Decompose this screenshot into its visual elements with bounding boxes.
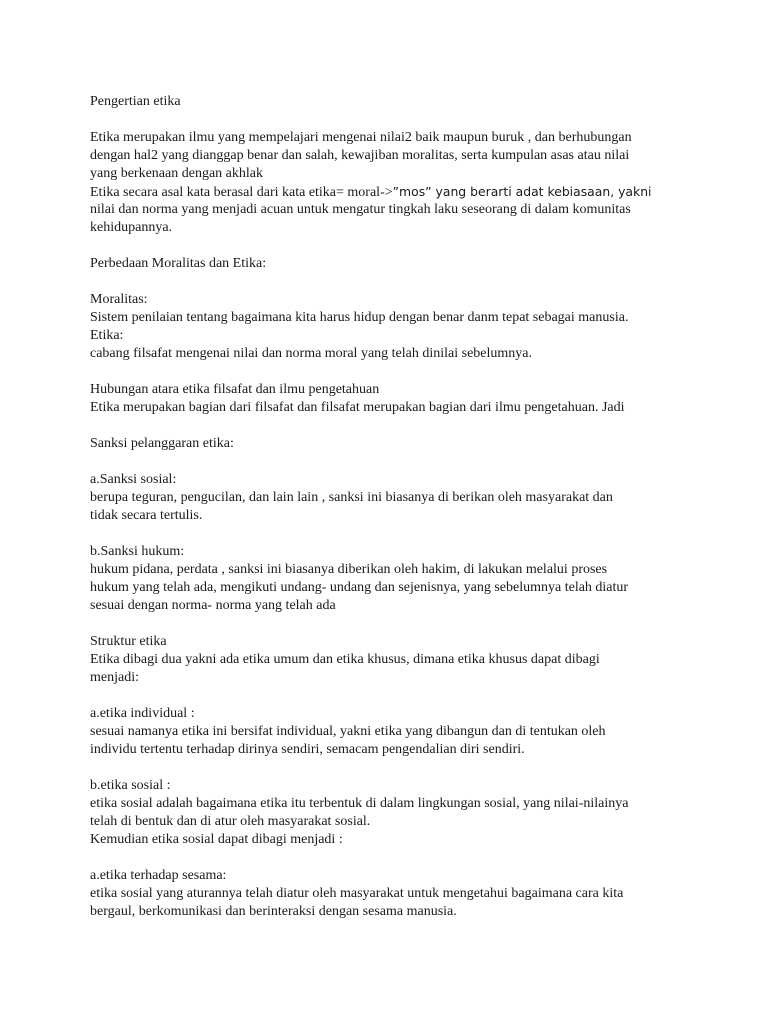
text-line-content: bergaul, berkomunikasi dan berinteraksi dengan sesama manusia. [90, 904, 457, 919]
text-line-content: hukum yang telah ada, mengikuti undang- undang dan sejenisnya, yang sebelumnya telah diatur [90, 580, 629, 595]
text-line-content: telah di bentuk dan di atur oleh masyarakat sosial. [90, 814, 371, 829]
text-line-content: nilai dan norma yang menjadi acuan untuk mengatur tingkah laku seseorang di dalam komunitas [90, 202, 631, 217]
text-line-content: dengan hal2 yang dianggap benar dan salah, kewajiban moralitas, serta kumpulan asas atau nilai [90, 148, 630, 163]
text-line [90, 435, 690, 453]
text-line-content: b.etika sosial : [90, 778, 171, 793]
text-line-content: individu tertentu terhadap dirinya sendiri, semacam pengendalian diri sendiri. [90, 742, 525, 757]
text-line [90, 903, 690, 921]
blank-line [90, 849, 690, 867]
text-line [90, 183, 690, 201]
text-line [90, 669, 690, 687]
text-line [90, 795, 690, 813]
text-line-content: Kemudian etika sosial dapat dibagi menjadi : [90, 832, 343, 847]
text-line [90, 633, 690, 651]
text-line-content: Pengertian etika [90, 94, 181, 109]
text-line [90, 201, 690, 219]
text-line [90, 597, 690, 615]
text-line-content: Etika dibagi dua yakni ada etika umum dan etika khusus, dimana etika khusus dapat dibagi [90, 652, 600, 667]
blank-line [90, 417, 690, 435]
text-line [90, 93, 690, 111]
blank-line [90, 237, 690, 255]
text-line-content: Etika secara asal kata berasal dari kata etika= moral-> [90, 185, 393, 200]
text-line [90, 489, 690, 507]
text-line [90, 867, 690, 885]
text-line-content: Etika merupakan bagian dari filsafat dan filsafat merupakan bagian dari ilmu pengetahuan. Jadi [90, 400, 625, 415]
text-line-content: Hubungan atara etika filsafat dan ilmu pengetahuan [90, 382, 380, 397]
text-line-content: menjadi: [90, 670, 139, 685]
blank-line [90, 273, 690, 291]
text-line-content: etika sosial yang aturannya telah diatur oleh masyarakat untuk mengetahui bagaimana cara kita [90, 886, 624, 901]
text-line-content: cabang filsafat mengenai nilai dan norma moral yang telah dinilai sebelumnya. [90, 346, 533, 361]
text-line [90, 813, 690, 831]
text-line-content: a.etika terhadap sesama: [90, 868, 227, 883]
text-line-content: Struktur etika [90, 634, 167, 649]
text-line [90, 291, 690, 309]
text-line [90, 561, 690, 579]
blank-line [90, 453, 690, 471]
text-line [90, 381, 690, 399]
text-line [90, 309, 690, 327]
text-line [90, 165, 690, 183]
text-line [90, 579, 690, 597]
text-line [90, 741, 690, 759]
blank-line [90, 759, 690, 777]
text-line-content: sesuai dengan norma- norma yang telah ada [90, 598, 336, 613]
text-line-content: Sanksi pelanggaran etika: [90, 436, 234, 451]
text-line [90, 543, 690, 561]
text-line [90, 651, 690, 669]
text-line-content: a.Sanksi sosial: [90, 472, 177, 487]
text-line [90, 219, 690, 237]
text-line-content: Sistem penilaian tentang bagaimana kita harus hidup dengan benar danm tepat sebagai manusia. [90, 310, 629, 325]
text-line [90, 255, 690, 273]
text-line-content: sesuai namanya etika ini bersifat individual, yakni etika yang dibangun dan di tentukan oleh [90, 724, 606, 739]
blank-line [90, 363, 690, 381]
text-line [90, 831, 690, 849]
text-line-content: Etika: [90, 328, 124, 343]
text-line-content: tidak secara tertulis. [90, 508, 203, 523]
text-line-tail: ”mos” yang berarti adat kebiasaan, yakni [392, 184, 652, 199]
text-line-content: berupa teguran, pengucilan, dan lain lain , sanksi ini biasanya di berikan oleh masyarakat dan [90, 490, 613, 505]
text-line [90, 471, 690, 489]
document-body [90, 93, 690, 921]
text-line-content: etika sosial adalah bagaimana etika itu terbentuk di dalam lingkungan sosial, yang nilai-nilainya [90, 796, 629, 811]
text-line-content: a.etika individual : [90, 706, 195, 721]
text-line [90, 885, 690, 903]
text-line-content: b.Sanksi hukum: [90, 544, 185, 559]
text-line [90, 705, 690, 723]
text-line [90, 345, 690, 363]
text-line-content: kehidupannya. [90, 220, 173, 235]
blank-line [90, 525, 690, 543]
text-line-content: Moralitas: [90, 292, 148, 307]
text-line [90, 327, 690, 345]
text-line [90, 723, 690, 741]
text-line [90, 777, 690, 795]
text-line [90, 147, 690, 165]
text-line-content: Etika merupakan ilmu yang mempelajari mengenai nilai2 baik maupun buruk , dan berhubungan [90, 130, 632, 145]
blank-line [90, 615, 690, 633]
text-line-content: hukum pidana, perdata , sanksi ini biasanya diberikan oleh hakim, di lakukan melalui proses [90, 562, 608, 577]
blank-line [90, 687, 690, 705]
text-line [90, 129, 690, 147]
text-line [90, 507, 690, 525]
blank-line [90, 111, 690, 129]
text-line [90, 399, 690, 417]
text-line-content: yang berkenaan dengan akhlak [90, 166, 263, 181]
text-line-content: Perbedaan Moralitas dan Etika: [90, 256, 267, 271]
